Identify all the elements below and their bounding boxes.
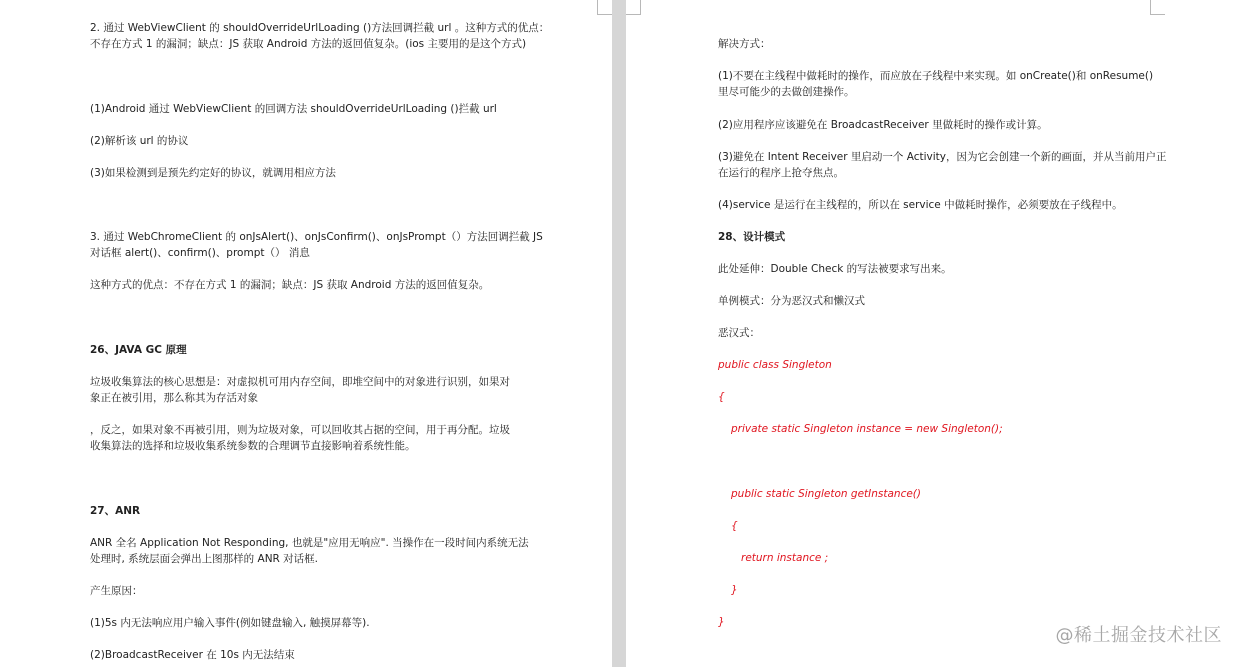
code-line: } xyxy=(718,616,725,628)
text-line: 收集算法的选择和垃圾收集系统参数的合理调节直接影响着系统性能。 xyxy=(90,440,416,452)
document-page-right xyxy=(626,0,1240,667)
text-line: ，反之，如果对象不再被引用，则为垃圾对象，可以回收其占据的空间，用于再分配。垃圾 xyxy=(90,424,510,436)
text-line: (3)如果检测到是预先约定好的协议，就调用相应方法 xyxy=(90,167,336,179)
text-line: 2. 通过 WebViewClient 的 shouldOverrideUrlLoading ()方法回调拦截 url 。这种方式的优点： xyxy=(90,22,550,34)
page-corner-mark xyxy=(626,0,641,15)
code-line: { xyxy=(718,391,725,403)
text-line: 里尽可能少的去做创建操作。 xyxy=(718,86,855,98)
text-line: ANR 全名 Application Not Responding, 也就是"应用无响应". 当操作在一段时间内系统无法 xyxy=(90,537,529,549)
section-heading: 28、设计模式 xyxy=(718,231,786,243)
text-line: 对话框 alert()、confirm()、prompt（） 消息 xyxy=(90,247,310,259)
watermark: @稀土掘金技术社区 xyxy=(1055,625,1222,646)
text-line: 产生原因： xyxy=(90,585,143,597)
text-line: 3. 通过 WebChromeClient 的 onJsAlert()、onJsConfirm()、onJsPrompt（）方法回调拦截 JS xyxy=(90,231,543,243)
section-heading: 27、ANR xyxy=(90,505,141,517)
text-line: 解决方式： xyxy=(718,38,771,50)
text-line: 恶汉式： xyxy=(718,327,760,339)
text-line: 象正在被引用，那么称其为存活对象 xyxy=(90,392,258,404)
text-line: 在运行的程序上抢夺焦点。 xyxy=(718,167,844,179)
text-line: (3)避免在 Intent Receiver 里启动一个 Activity，因为它会创建一个新的画面，并从当前用户正 xyxy=(718,151,1167,163)
code-line: private static Singleton instance = new Singleton(); xyxy=(731,423,1003,435)
text-line: (2)解析该 url 的协议 xyxy=(90,135,189,147)
page-corner-mark xyxy=(1150,0,1165,15)
text-line: 不存在方式 1 的漏洞；缺点：JS 获取 Android 方法的返回值复杂。(ios 主要用的是这个方式) xyxy=(90,38,527,50)
code-line: public class Singleton xyxy=(718,359,832,371)
text-line: (2)BroadcastReceiver 在 10s 内无法结束 xyxy=(90,649,295,661)
text-line: (2)应用程序应该避免在 BroadcastReceiver 里做耗时的操作或计算。 xyxy=(718,119,1048,131)
text-line: 此处延伸：Double Check 的写法被要求写出来。 xyxy=(718,263,952,275)
text-line: (1)不要在主线程中做耗时的操作，而应放在子线程中来实现。如 onCreate()和 onResume() xyxy=(718,70,1154,82)
document-page-left xyxy=(0,0,612,667)
section-heading: 26、JAVA GC 原理 xyxy=(90,344,187,356)
text-line: (4)service 是运行在主线程的，所以在 service 中做耗时操作，必须要放在子线程中。 xyxy=(718,199,1123,211)
page-gutter xyxy=(612,0,626,667)
text-line: 处理时, 系统层面会弹出上图那样的 ANR 对话框. xyxy=(90,553,319,565)
text-line: (1)5s 内无法响应用户输入事件(例如键盘输入, 触摸屏幕等). xyxy=(90,617,370,629)
text-line: 垃圾收集算法的核心思想是：对虚拟机可用内存空间，即堆空间中的对象进行识别，如果对 xyxy=(90,376,510,388)
code-line: return instance ; xyxy=(741,552,829,564)
code-line: { xyxy=(731,520,738,532)
code-line: } xyxy=(731,584,738,596)
code-line: public static Singleton getInstance() xyxy=(731,488,922,500)
page-corner-mark xyxy=(597,0,612,15)
text-line: 这种方式的优点：不存在方式 1 的漏洞；缺点：JS 获取 Android 方法的返回值复杂。 xyxy=(90,279,490,291)
text-line: (1)Android 通过 WebViewClient 的回调方法 shouldOverrideUrlLoading ()拦截 url xyxy=(90,103,497,115)
text-line: 单例模式：分为恶汉式和懒汉式 xyxy=(718,295,865,307)
